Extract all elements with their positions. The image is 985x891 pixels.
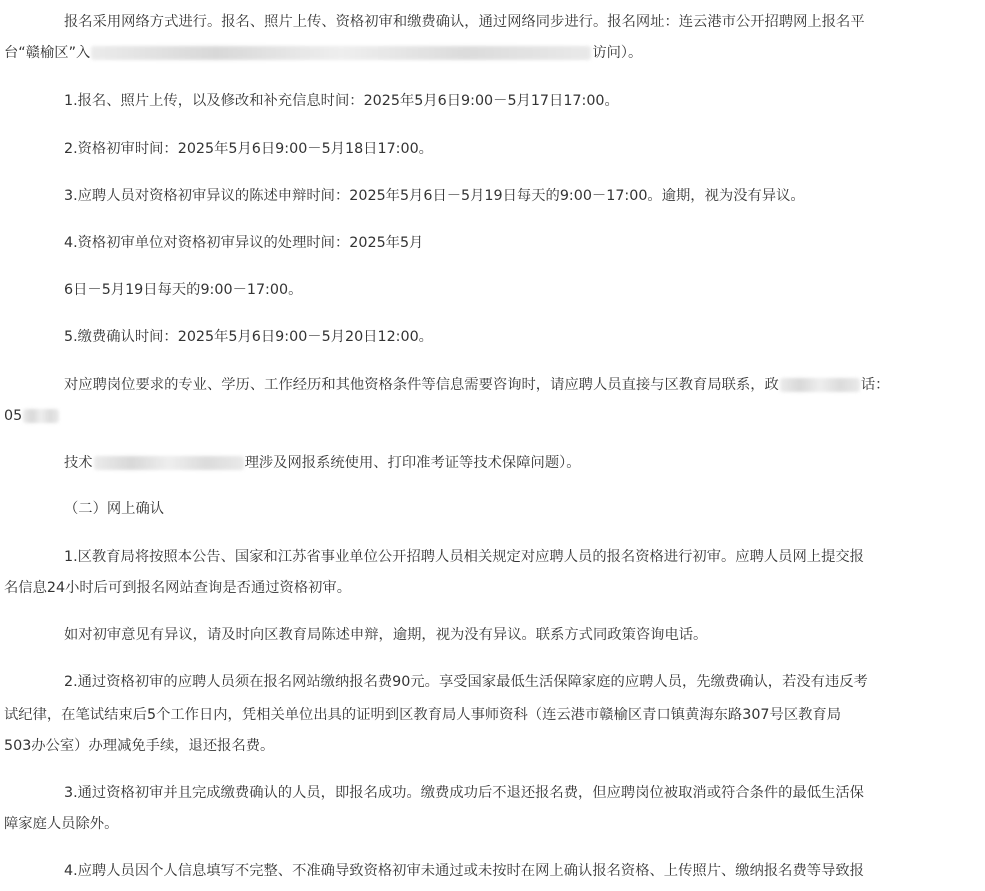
text-segment: 访问）。 <box>592 45 643 61</box>
text-line <box>0 812 985 836</box>
text-line <box>0 781 985 805</box>
text-segment: 503办公室）办理减免手续，退还报名费。 <box>4 738 275 754</box>
text-segment: 1.报名、照片上传，以及修改和补充信息时间：2025年5月6日9:00－5月17日17:00。 <box>64 93 619 109</box>
text-segment: 报名采用网络方式进行。报名、照片上传、资格初审和缴费确认，通过网络同步进行。报名网址：连云港市公开招聘网上报名平 <box>64 14 865 30</box>
text-line <box>0 576 985 600</box>
text-segment: 障家庭人员除外。 <box>4 816 119 832</box>
text-segment: 4.资格初审单位对资格初审异议的处理时间：2025年5月 <box>64 235 424 251</box>
text-line <box>0 545 985 569</box>
text-segment: 05 <box>4 408 23 424</box>
text-line <box>0 231 985 255</box>
text-segment: 3.通过资格初审并且完成缴费确认的人员，即报名成功。缴费成功后不退还报名费，但应聘岗位被取消或符合条件的最低生活保 <box>64 785 864 801</box>
text-segment: 3.应聘人员对资格初审异议的陈述申辩时间：2025年5月6日－5月19日每天的9:00－17:00。逾期，视为没有异议。 <box>64 188 805 204</box>
blurred-contact <box>780 378 860 392</box>
text-segment: 名信息24小时后可到报名网站查询是否通过资格初审。 <box>4 580 352 596</box>
text-line <box>0 278 985 302</box>
text-segment: 1.区教育局将按照本公告、国家和江苏省事业单位公开招聘人员相关规定对应聘人员的报名资格进行初审。应聘人员网上提交报 <box>64 549 864 565</box>
text-line <box>0 10 985 34</box>
text-line <box>0 703 985 727</box>
text-segment: 4.应聘人员因个人信息填写不完整、不准确导致资格初审未通过或未按时在网上确认报名资格、上传照片、缴纳报名费等导致报 <box>64 863 864 879</box>
text-line <box>0 623 985 647</box>
text-line <box>0 859 985 883</box>
text-segment: 5.缴费确认时间：2025年5月6日9:00－5月20日12:00。 <box>64 329 433 345</box>
text-line <box>0 373 985 397</box>
section-heading <box>0 497 985 521</box>
text-segment: 技术 <box>64 455 93 471</box>
text-line <box>0 670 985 694</box>
text-line <box>0 734 985 758</box>
text-segment: 2.通过资格初审的应聘人员须在报名网站缴纳报名费90元。享受国家最低生活保障家庭的应聘人员，先缴费确认，若没有违反考 <box>64 674 868 690</box>
blurred-phone <box>23 409 59 423</box>
text-segment: 台“赣榆区”入 <box>4 45 91 61</box>
text-segment: （二）网上确认 <box>64 501 165 517</box>
text-segment: 理涉及网报系统使用、打印准考证等技术保障问题）。 <box>244 455 581 471</box>
text-line <box>0 41 985 65</box>
text-segment: 2.资格初审时间：2025年5月6日9:00－5月18日17:00。 <box>64 141 433 157</box>
text-line <box>0 184 985 208</box>
text-segment: 6日－5月19日每天的9:00－17:00。 <box>64 282 303 298</box>
blurred-url <box>91 46 591 60</box>
text-segment: 试纪律，在笔试结束后5个工作日内，凭相关单位出具的证明到区教育局人事师资科（连云港市赣榆区青口镇黄海东路307号区教育局 <box>4 707 842 723</box>
text-segment: 如对初审意见有异议，请及时向区教育局陈述申辩，逾期，视为没有异议。联系方式同政策咨询电话。 <box>64 627 708 643</box>
text-line <box>0 325 985 349</box>
text-line <box>0 89 985 113</box>
text-segment: 话： <box>860 377 890 393</box>
text-line <box>0 451 985 475</box>
text-line <box>0 404 985 428</box>
blurred-contact <box>94 456 244 470</box>
text-segment: 对应聘岗位要求的专业、学历、工作经历和其他资格条件等信息需要咨询时，请应聘人员直接与区教育局联系，政 <box>64 377 779 393</box>
text-line <box>0 137 985 161</box>
